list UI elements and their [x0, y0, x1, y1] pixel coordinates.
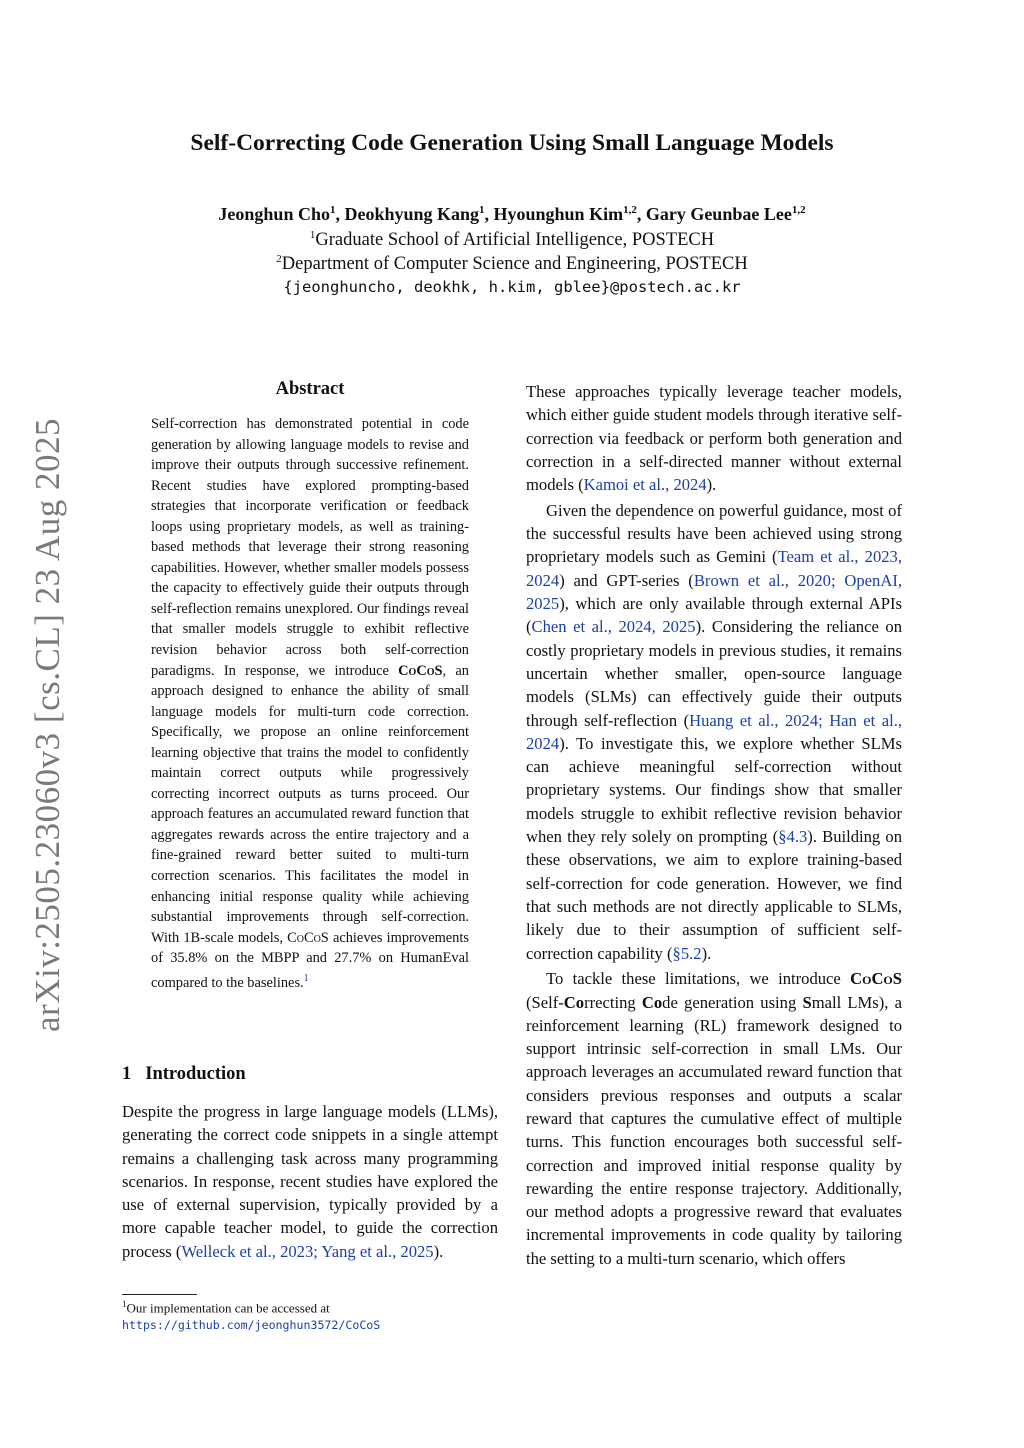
abstract-body	[151, 414, 469, 993]
body-text: ), which are only available through external APIs (	[526, 594, 902, 637]
method-name: CoCoS	[287, 929, 329, 946]
acronym-letter: Co	[563, 992, 585, 1012]
author-name: Hyounghun Kim	[493, 204, 624, 224]
citation-link[interactable]: Team et al., 2023, 2024	[526, 547, 902, 590]
affiliation-text: Graduate School of Artificial Intelligence, POSTECH	[315, 230, 715, 251]
body-text: These approaches typically leverage teacher models, which either guide student models through iterative self-correction via feedback or perform both generation and correction in a self-directed manner without external models (	[526, 382, 902, 495]
body-text: To tackle these limitations, we introduce	[546, 969, 851, 989]
footnote-mark: 1	[122, 1299, 127, 1309]
affiliation-mark: 2	[276, 253, 282, 265]
abstract-text: achieves improvements of 35.8% on the MBPP and 27.7% on HumanEval compared to the baselines.	[151, 929, 469, 991]
repository-url-link[interactable]: https://github.com/jeonghun3572/CoCoS	[122, 1318, 381, 1333]
intro-paragraph-3	[526, 967, 902, 1270]
author-name: Jeonghun Cho	[218, 204, 330, 224]
intro-paragraph-2	[526, 499, 902, 965]
body-text: ) and GPT-series (	[559, 570, 694, 590]
body-text: Despite the progress in large language models (LLMs), generating the correct code snippets in a single attempt remains a challenging task across many programming scenarios. In response, recent studies have explored the use of external supervision, typically provided by a more capable teacher model, to guide the correction process (	[122, 1102, 498, 1261]
footnote	[122, 1296, 507, 1334]
footnote-reference-link[interactable]: 1	[303, 972, 309, 984]
author-affiliation-mark: 1,2	[623, 204, 637, 216]
body-text: Given the dependence on powerful guidance, most of the successful results have been achieved using strong proprietary models such as Gemini (	[526, 500, 902, 567]
intro-paragraph-1	[122, 1100, 498, 1263]
body-text: de generation using	[662, 992, 803, 1012]
intro-paragraph-1-continued	[526, 380, 902, 496]
paper-title: Self-Correcting Code Generation Using Small Language Models	[190, 130, 834, 156]
citation-link[interactable]: Chen et al., 2024, 2025	[531, 617, 696, 637]
body-text: ). Considering the reliance on costly proprietary models in previous studies, it remains uncertain whether smaller, open-source language models (SLMs) can effectively guide their outputs through self-reflection (	[526, 617, 902, 730]
section-heading-introduction	[122, 1064, 246, 1085]
footnote-divider	[122, 1294, 197, 1295]
affiliation-mark: 1	[309, 229, 316, 241]
footnote-text: Our implementation can be accessed at	[126, 1300, 330, 1316]
body-text: ).	[706, 475, 717, 495]
author-name: Gary Geunbae Lee	[645, 204, 792, 224]
author-affiliation-mark: 1,2	[791, 204, 806, 216]
affiliation-2	[0, 253, 1024, 275]
body-text: ). Building on these observations, we aim to explore training-based self-correction for code generation. However, we find that such methods are not directly applicable to SLMs, likely due to their assumption of sufficient self-correction capability (	[526, 827, 902, 963]
affiliation-1	[0, 229, 1024, 251]
section-number: 1	[122, 1064, 132, 1084]
author-name: Deokhyung Kang	[344, 204, 480, 224]
acronym-letter: Co	[641, 992, 663, 1012]
body-text: ).	[701, 943, 712, 963]
right-column-body	[526, 380, 902, 1270]
citation-link[interactable]: Welleck et al., 2023; Yang et al., 2025	[181, 1241, 434, 1261]
body-text: mall LMs), a reinforcement learning (RL) framework designed to support intrinsic self-correction in small LMs. Our approach leverages an accumulated reward function that considers previous responses and outputs a scalar reward that captures the cumulative effect of multiple turns. This function encourages both successful self-correction and improved initial response quality by rewarding the entire response trajectory. Additionally, our method adopts a progressive reward that evaluates incremental improvements in code quality by tailoring the setting to a multi-turn scenario, which offers	[526, 992, 902, 1268]
section-reference-link[interactable]: §4.3	[778, 827, 808, 847]
citation-link[interactable]: Brown et al., 2020; OpenAI, 2025	[526, 570, 902, 614]
citation-link[interactable]: Huang et al., 2024; Han et al., 2024	[526, 710, 902, 753]
abstract-heading: Abstract	[275, 379, 345, 399]
acronym-letter: S	[802, 992, 812, 1012]
body-text: ).	[433, 1241, 444, 1261]
arxiv-identifier-stamp	[26, 420, 70, 1030]
arxiv-id-text: arXiv:2505.23060v3 [cs.CL] 23 Aug 2025	[28, 418, 68, 1032]
method-name: CoCoS	[398, 662, 443, 679]
author-emails: {jeonghuncho, deokhk, h.kim, gblee}@postech.ac.kr	[283, 278, 741, 296]
body-text: rrecting	[584, 992, 642, 1012]
author-affiliation-mark: 1	[329, 204, 336, 216]
section-reference-link[interactable]: §5.2	[672, 943, 702, 963]
method-name: CoCoS	[850, 969, 902, 989]
author-list: Jeonghun Cho$^1$, Deokhyung Kang$^1$, Hyounghun Kim$^{1,2}$, Gary Geunbae Lee$^{1,2}$	[218, 204, 806, 224]
abstract-text: , an approach designed to enhance the ability of small language models for multi-turn code correction. Specifically, we propose an online reinforcement learning objective that trains the model to confidently maintain correct outputs while progressively correcting incorrect outputs as turns proceed. Our approach features an accumulated reward function that aggregates rewards across the entire trajectory and a fine-grained reward better suited to multi-turn correction scenarios. This facilitates the model in enhancing initial response quality while achieving substantial improvements through self-correction. With 1B-scale models,	[151, 662, 470, 946]
citation-link[interactable]: Kamoi et al., 2024	[583, 475, 707, 495]
author-affiliation-mark: 1	[479, 204, 485, 216]
abstract-text: Self-correction has demonstrated potential in code generation by allowing language models to revise and improve their outputs through successive refinement. Recent studies have explored prompting-based strategies that incorporate verification or feedback loops using proprietary models, as well as training-based methods that leverage their strong reasoning capabilities. However, whether smaller models possess the capacity to effectively guide their outputs through self-reflection remains unexplored. Our findings reveal that smaller models struggle to exhibit reflective revision behavior across both self-correction paradigms. In response, we introduce	[151, 416, 469, 679]
section-title: Introduction	[145, 1064, 246, 1084]
affiliation-text: Department of Computer Science and Engineering, POSTECH	[281, 254, 748, 275]
body-text: (Self-	[526, 992, 564, 1012]
body-text: ). To investigate this, we explore whether SLMs can achieve meaningful self-correction without proprietary systems. Our findings show that smaller models struggle to exhibit reflective revision behavior when they rely solely on prompting (	[526, 733, 902, 847]
